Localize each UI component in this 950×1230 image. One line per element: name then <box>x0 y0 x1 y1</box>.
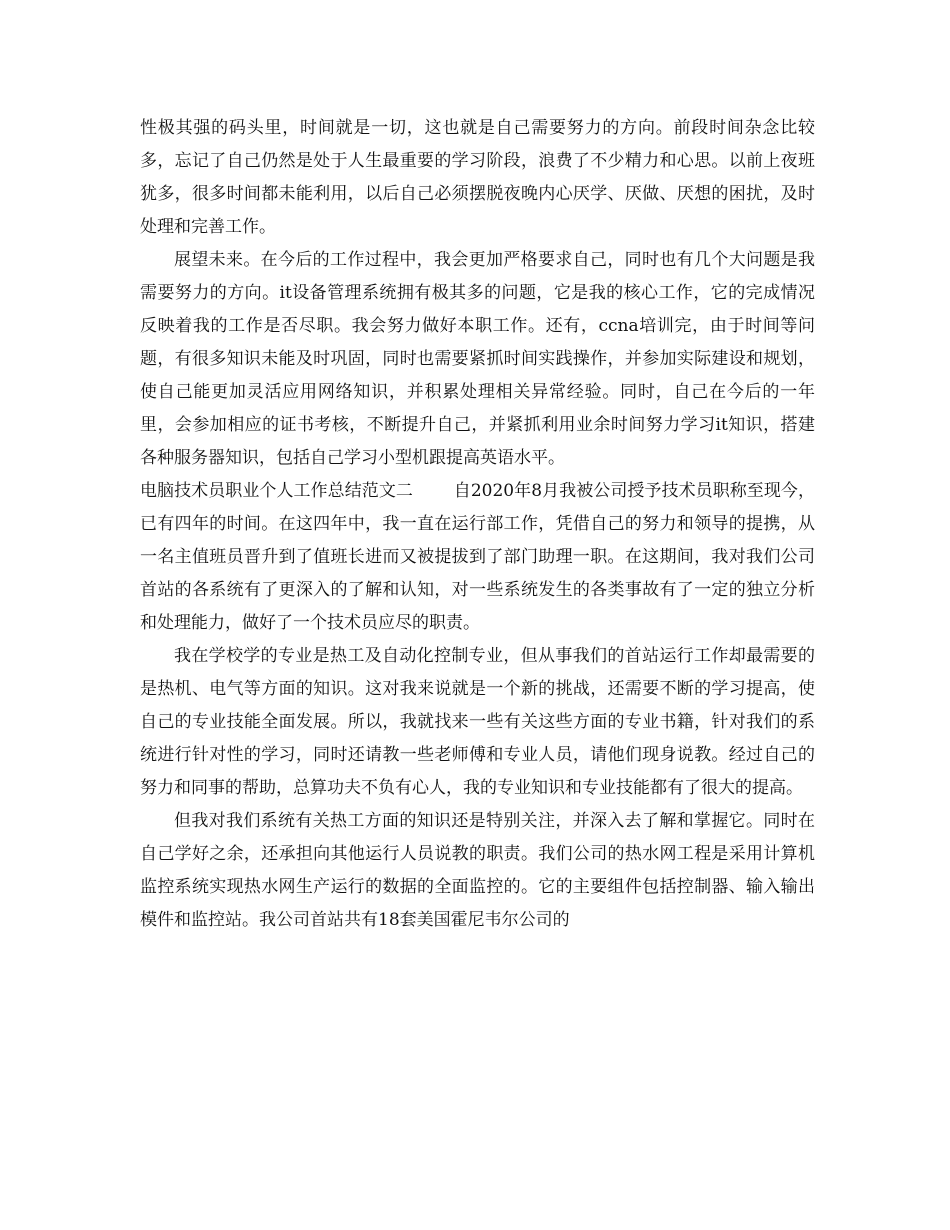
section-heading-paragraph <box>140 475 815 640</box>
document-body <box>140 112 815 937</box>
paragraph-3: 我在学校学的专业是热工及自动化控制专业，但从事我们的首站运行工作却最需要的是热机、电气等方面的知识。这对我来说就是一个新的挑战，还需要不断的学习提高，使自己的专业技能全面发展。所以，我就找来一些有关这些方面的专业书籍，针对我们的系统进行针对性的学习，同时还请教一些老师傅和专业人员，请他们现身说教。经过自己的努力和同事的帮助，总算功夫不负有心人，我的专业知识和专业技能都有了很大的提高。 <box>140 646 815 798</box>
paragraph-2: 展望未来。在今后的工作过程中，我会更加严格要求自己，同时也有几个大问题是我需要努力的方向。it设备管理系统拥有极其多的问题，它是我的核心工作，它的完成情况反映着我的工作是否尽职。我会努力做好本职工作。还有，ccna培训完，由于时间等问题，有很多知识未能及时巩固，同时也需要紧抓时间实践操作，并参加实际建设和规划，使自己能更加灵活应用网络知识，并积累处理相关异常经验。同时，自己在今后的一年里，会参加相应的证书考核，不断提升自己，并紧抓利用业余时间努力学习it知识，搭建各种服务器知识，包括自己学习小型机跟提高英语水平。 <box>140 250 815 468</box>
section-intro: 自2020年8月我被公司授予技术员职称至现今，已有四年的时间。在这四年中，我一直在运行部工作，凭借自己的努力和领导的提携，从一名主值班员晋升到了值班长进而又被提拔到了部门助理一职。在这期间，我对我们公司首站的各系统有了更深入的了解和认知，对一些系统发生的各类事故有了一定的独立分析和处理能力，做好了一个技术员应尽的职责。 <box>140 481 815 633</box>
section-title: 电脑技术员职业个人工作总结范文二 <box>140 481 413 501</box>
paragraph-4: 但我对我们系统有关热工方面的知识还是特别关注，并深入去了解和掌握它。同时在自己学好之余，还承担向其他运行人员说教的职责。我们公司的热水网工程是采用计算机监控系统实现热水网生产运行的数据的全面监控的。它的主要组件包括控制器、输入输出模件和监控站。我公司首站共有18套美国霍尼韦尔公司的 <box>140 811 815 930</box>
paragraph-1: 性极其强的码头里，时间就是一切，这也就是自己需要努力的方向。前段时间杂念比较多，忘记了自己仍然是处于人生最重要的学习阶段，浪费了不少精力和心思。以前上夜班犹多，很多时间都未能利用，以后自己必须摆脱夜晚内心厌学、厌做、厌想的困扰，及时处理和完善工作。 <box>140 118 815 237</box>
